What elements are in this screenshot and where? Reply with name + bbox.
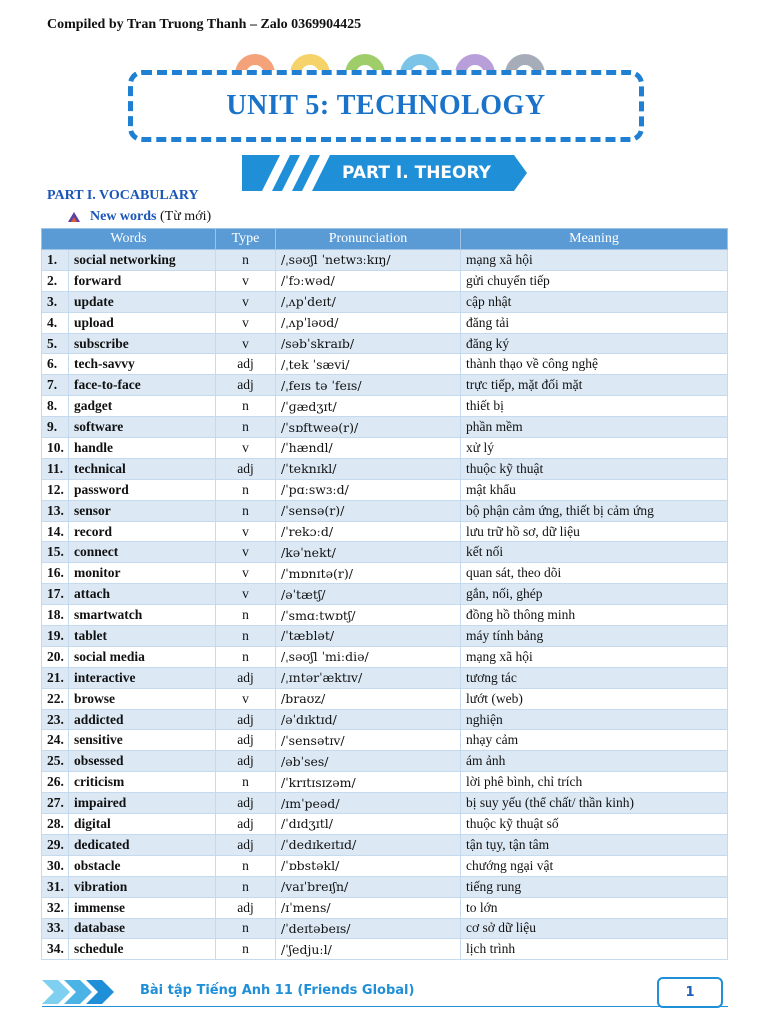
- meaning-cell: mạng xã hội: [461, 250, 728, 271]
- word-cell: obsessed: [69, 751, 216, 772]
- row-number: 7.: [42, 375, 69, 396]
- part-banner: [242, 155, 527, 191]
- section-heading: PART I. VOCABULARY: [47, 188, 199, 203]
- pronunciation-cell: /ˈsensə(r)/: [276, 500, 461, 521]
- word-cell: technical: [69, 458, 216, 479]
- table-row: [42, 417, 728, 438]
- new-words-heading: [68, 209, 211, 225]
- pronunciation-cell: /ˌsəʊʃl ˈnetwɜːkɪŋ/: [276, 250, 461, 271]
- type-cell: v: [216, 270, 276, 291]
- pronunciation-cell: /ɪmˈpeəd/: [276, 793, 461, 814]
- type-cell: v: [216, 563, 276, 584]
- pronunciation-cell: /əˈtætʃ/: [276, 584, 461, 605]
- pronunciation-cell: /ˈɡædʒɪt/: [276, 396, 461, 417]
- new-words-vi: (Từ mới): [156, 209, 212, 224]
- word-cell: update: [69, 291, 216, 312]
- page-number: 1: [657, 977, 723, 1008]
- word-cell: connect: [69, 542, 216, 563]
- table-row: [42, 542, 728, 563]
- type-cell: adj: [216, 751, 276, 772]
- table-row: [42, 354, 728, 375]
- word-cell: impaired: [69, 793, 216, 814]
- vocabulary-table: [41, 228, 728, 960]
- word-cell: database: [69, 918, 216, 939]
- word-cell: face-to-face: [69, 375, 216, 396]
- pronunciation-cell: /ˈrekɔːd/: [276, 521, 461, 542]
- pronunciation-cell: /ɪˈmens/: [276, 897, 461, 918]
- table-row: [42, 918, 728, 939]
- type-cell: n: [216, 479, 276, 500]
- type-cell: v: [216, 584, 276, 605]
- table-row: [42, 667, 728, 688]
- table-row: [42, 730, 728, 751]
- meaning-cell: tiếng rung: [461, 876, 728, 897]
- pronunciation-cell: /ˈmɒnɪtə(r)/: [276, 563, 461, 584]
- row-number: 29.: [42, 834, 69, 855]
- table-row: [42, 312, 728, 333]
- table-header-row: [42, 229, 728, 250]
- table-row: [42, 751, 728, 772]
- meaning-cell: bộ phận cảm ứng, thiết bị cảm ứng: [461, 500, 728, 521]
- unit-title-box: [128, 70, 644, 142]
- table-row: [42, 584, 728, 605]
- pronunciation-cell: /ˌʌpˈləʊd/: [276, 312, 461, 333]
- word-cell: digital: [69, 814, 216, 835]
- row-number: 2.: [42, 270, 69, 291]
- pronunciation-cell: /ˈɒbstəkl/: [276, 855, 461, 876]
- bullet-arrow-icon: [68, 212, 80, 222]
- word-cell: upload: [69, 312, 216, 333]
- type-cell: adj: [216, 667, 276, 688]
- row-number: 1.: [42, 250, 69, 271]
- pronunciation-cell: /ˈsmɑːtwɒtʃ/: [276, 605, 461, 626]
- part-banner-label: PART I. THEORY: [342, 163, 491, 183]
- table-row: [42, 939, 728, 960]
- word-cell: sensitive: [69, 730, 216, 751]
- meaning-cell: kết nối: [461, 542, 728, 563]
- row-number: 23.: [42, 709, 69, 730]
- pronunciation-cell: /ˈdɪdʒɪtl/: [276, 814, 461, 835]
- type-cell: adj: [216, 793, 276, 814]
- row-number: 9.: [42, 417, 69, 438]
- meaning-cell: tận tụy, tận tâm: [461, 834, 728, 855]
- pronunciation-cell: /ˈteknɪkl/: [276, 458, 461, 479]
- row-number: 3.: [42, 291, 69, 312]
- meaning-cell: quan sát, theo dõi: [461, 563, 728, 584]
- table-row: [42, 793, 728, 814]
- type-cell: n: [216, 396, 276, 417]
- meaning-cell: gắn, nối, ghép: [461, 584, 728, 605]
- meaning-cell: mạng xã hội: [461, 646, 728, 667]
- row-number: 15.: [42, 542, 69, 563]
- meaning-cell: nghiện: [461, 709, 728, 730]
- word-cell: social media: [69, 646, 216, 667]
- type-cell: n: [216, 939, 276, 960]
- word-cell: dedicated: [69, 834, 216, 855]
- pronunciation-cell: /ˈdeɪtəbeɪs/: [276, 918, 461, 939]
- column-header-words: Words: [42, 229, 216, 250]
- pronunciation-cell: /ˈhændl/: [276, 438, 461, 459]
- word-cell: forward: [69, 270, 216, 291]
- type-cell: n: [216, 772, 276, 793]
- row-number: 14.: [42, 521, 69, 542]
- column-header-type: Type: [216, 229, 276, 250]
- table-row: [42, 333, 728, 354]
- pronunciation-cell: /ˌsəʊʃl ˈmiːdiə/: [276, 646, 461, 667]
- meaning-cell: đăng ký: [461, 333, 728, 354]
- table-row: [42, 396, 728, 417]
- type-cell: v: [216, 312, 276, 333]
- row-number: 6.: [42, 354, 69, 375]
- word-cell: password: [69, 479, 216, 500]
- column-header-meaning: Meaning: [461, 229, 728, 250]
- meaning-cell: thuộc kỹ thuật số: [461, 814, 728, 835]
- type-cell: adj: [216, 458, 276, 479]
- word-cell: gadget: [69, 396, 216, 417]
- type-cell: adj: [216, 834, 276, 855]
- pronunciation-cell: /kəˈnekt/: [276, 542, 461, 563]
- column-header-pronunciation: Pronunciation: [276, 229, 461, 250]
- row-number: 5.: [42, 333, 69, 354]
- table-row: [42, 772, 728, 793]
- table-row: [42, 709, 728, 730]
- meaning-cell: thuộc kỹ thuật: [461, 458, 728, 479]
- row-number: 16.: [42, 563, 69, 584]
- type-cell: v: [216, 438, 276, 459]
- row-number: 34.: [42, 939, 69, 960]
- meaning-cell: tương tác: [461, 667, 728, 688]
- pronunciation-cell: /səbˈskraɪb/: [276, 333, 461, 354]
- type-cell: n: [216, 500, 276, 521]
- word-cell: monitor: [69, 563, 216, 584]
- meaning-cell: xử lý: [461, 438, 728, 459]
- pronunciation-cell: /ˈsɒftweə(r)/: [276, 417, 461, 438]
- footer-book-title: Bài tập Tiếng Anh 11 (Friends Global): [140, 983, 415, 998]
- table-row: [42, 563, 728, 584]
- table-row: [42, 375, 728, 396]
- type-cell: n: [216, 417, 276, 438]
- pronunciation-cell: /ˈpɑːswɜːd/: [276, 479, 461, 500]
- meaning-cell: đồng hồ thông minh: [461, 605, 728, 626]
- row-number: 19.: [42, 626, 69, 647]
- meaning-cell: lời phê bình, chỉ trích: [461, 772, 728, 793]
- row-number: 4.: [42, 312, 69, 333]
- unit-title: UNIT 5: TECHNOLOGY: [226, 90, 546, 121]
- type-cell: adj: [216, 814, 276, 835]
- pronunciation-cell: /vaɪˈbreɪʃn/: [276, 876, 461, 897]
- table-row: [42, 897, 728, 918]
- new-words-label: New words: [90, 209, 157, 224]
- meaning-cell: chướng ngại vật: [461, 855, 728, 876]
- word-cell: tablet: [69, 626, 216, 647]
- compiled-by-header: Compiled by Tran Truong Thanh – Zalo 0369904425: [47, 17, 362, 32]
- meaning-cell: nhạy cảm: [461, 730, 728, 751]
- table-row: [42, 438, 728, 459]
- word-cell: software: [69, 417, 216, 438]
- row-number: 10.: [42, 438, 69, 459]
- word-cell: attach: [69, 584, 216, 605]
- pronunciation-cell: /braʊz/: [276, 688, 461, 709]
- row-number: 24.: [42, 730, 69, 751]
- footer-arrows-icon: [42, 978, 122, 1006]
- table-body: [42, 250, 728, 960]
- word-cell: tech-savvy: [69, 354, 216, 375]
- table-row: [42, 458, 728, 479]
- word-cell: record: [69, 521, 216, 542]
- word-cell: vibration: [69, 876, 216, 897]
- word-cell: obstacle: [69, 855, 216, 876]
- meaning-cell: phần mềm: [461, 417, 728, 438]
- pronunciation-cell: /ˌtek ˈsævi/: [276, 354, 461, 375]
- row-number: 21.: [42, 667, 69, 688]
- pronunciation-cell: /ˈsensətɪv/: [276, 730, 461, 751]
- row-number: 8.: [42, 396, 69, 417]
- row-number: 17.: [42, 584, 69, 605]
- row-number: 28.: [42, 814, 69, 835]
- meaning-cell: to lớn: [461, 897, 728, 918]
- word-cell: subscribe: [69, 333, 216, 354]
- table-row: [42, 688, 728, 709]
- type-cell: n: [216, 876, 276, 897]
- pronunciation-cell: /ˌʌpˈdeɪt/: [276, 291, 461, 312]
- row-number: 33.: [42, 918, 69, 939]
- table-row: [42, 291, 728, 312]
- type-cell: adj: [216, 897, 276, 918]
- table-row: [42, 250, 728, 271]
- word-cell: schedule: [69, 939, 216, 960]
- footer-divider: [42, 1006, 728, 1007]
- row-number: 12.: [42, 479, 69, 500]
- row-number: 26.: [42, 772, 69, 793]
- table-row: [42, 521, 728, 542]
- row-number: 11.: [42, 458, 69, 479]
- table-row: [42, 479, 728, 500]
- word-cell: handle: [69, 438, 216, 459]
- pronunciation-cell: /ˈtæblət/: [276, 626, 461, 647]
- meaning-cell: lịch trình: [461, 939, 728, 960]
- table-row: [42, 270, 728, 291]
- type-cell: v: [216, 542, 276, 563]
- row-number: 18.: [42, 605, 69, 626]
- meaning-cell: lướt (web): [461, 688, 728, 709]
- row-number: 13.: [42, 500, 69, 521]
- table-row: [42, 834, 728, 855]
- row-number: 20.: [42, 646, 69, 667]
- meaning-cell: đăng tải: [461, 312, 728, 333]
- word-cell: criticism: [69, 772, 216, 793]
- word-cell: smartwatch: [69, 605, 216, 626]
- pronunciation-cell: /ˌfeɪs tə ˈfeɪs/: [276, 375, 461, 396]
- pronunciation-cell: /ˈfɔːwəd/: [276, 270, 461, 291]
- row-number: 22.: [42, 688, 69, 709]
- type-cell: n: [216, 605, 276, 626]
- type-cell: v: [216, 333, 276, 354]
- type-cell: adj: [216, 709, 276, 730]
- row-number: 31.: [42, 876, 69, 897]
- word-cell: sensor: [69, 500, 216, 521]
- pronunciation-cell: /ˈʃedjuːl/: [276, 939, 461, 960]
- row-number: 30.: [42, 855, 69, 876]
- table-row: [42, 855, 728, 876]
- table-row: [42, 500, 728, 521]
- word-cell: social networking: [69, 250, 216, 271]
- type-cell: n: [216, 855, 276, 876]
- type-cell: v: [216, 291, 276, 312]
- word-cell: immense: [69, 897, 216, 918]
- meaning-cell: ám ảnh: [461, 751, 728, 772]
- type-cell: n: [216, 918, 276, 939]
- pronunciation-cell: /ˌɪntərˈæktɪv/: [276, 667, 461, 688]
- meaning-cell: thành thạo về công nghệ: [461, 354, 728, 375]
- type-cell: n: [216, 626, 276, 647]
- type-cell: v: [216, 521, 276, 542]
- table-row: [42, 876, 728, 897]
- row-number: 27.: [42, 793, 69, 814]
- type-cell: adj: [216, 375, 276, 396]
- meaning-cell: trực tiếp, mặt đối mặt: [461, 375, 728, 396]
- pronunciation-cell: /ˈdedɪkeɪtɪd/: [276, 834, 461, 855]
- type-cell: adj: [216, 730, 276, 751]
- word-cell: addicted: [69, 709, 216, 730]
- word-cell: interactive: [69, 667, 216, 688]
- meaning-cell: thiết bị: [461, 396, 728, 417]
- word-cell: browse: [69, 688, 216, 709]
- pronunciation-cell: /əˈdɪktɪd/: [276, 709, 461, 730]
- meaning-cell: lưu trữ hồ sơ, dữ liệu: [461, 521, 728, 542]
- type-cell: adj: [216, 354, 276, 375]
- meaning-cell: bị suy yếu (thể chất/ thần kinh): [461, 793, 728, 814]
- meaning-cell: cập nhật: [461, 291, 728, 312]
- pronunciation-cell: /əbˈses/: [276, 751, 461, 772]
- type-cell: n: [216, 646, 276, 667]
- type-cell: n: [216, 250, 276, 271]
- table-row: [42, 646, 728, 667]
- table-row: [42, 626, 728, 647]
- table-row: [42, 814, 728, 835]
- meaning-cell: cơ sở dữ liệu: [461, 918, 728, 939]
- meaning-cell: máy tính bảng: [461, 626, 728, 647]
- type-cell: v: [216, 688, 276, 709]
- meaning-cell: gửi chuyển tiếp: [461, 270, 728, 291]
- row-number: 25.: [42, 751, 69, 772]
- row-number: 32.: [42, 897, 69, 918]
- pronunciation-cell: /ˈkrɪtɪsɪzəm/: [276, 772, 461, 793]
- meaning-cell: mật khẩu: [461, 479, 728, 500]
- table-row: [42, 605, 728, 626]
